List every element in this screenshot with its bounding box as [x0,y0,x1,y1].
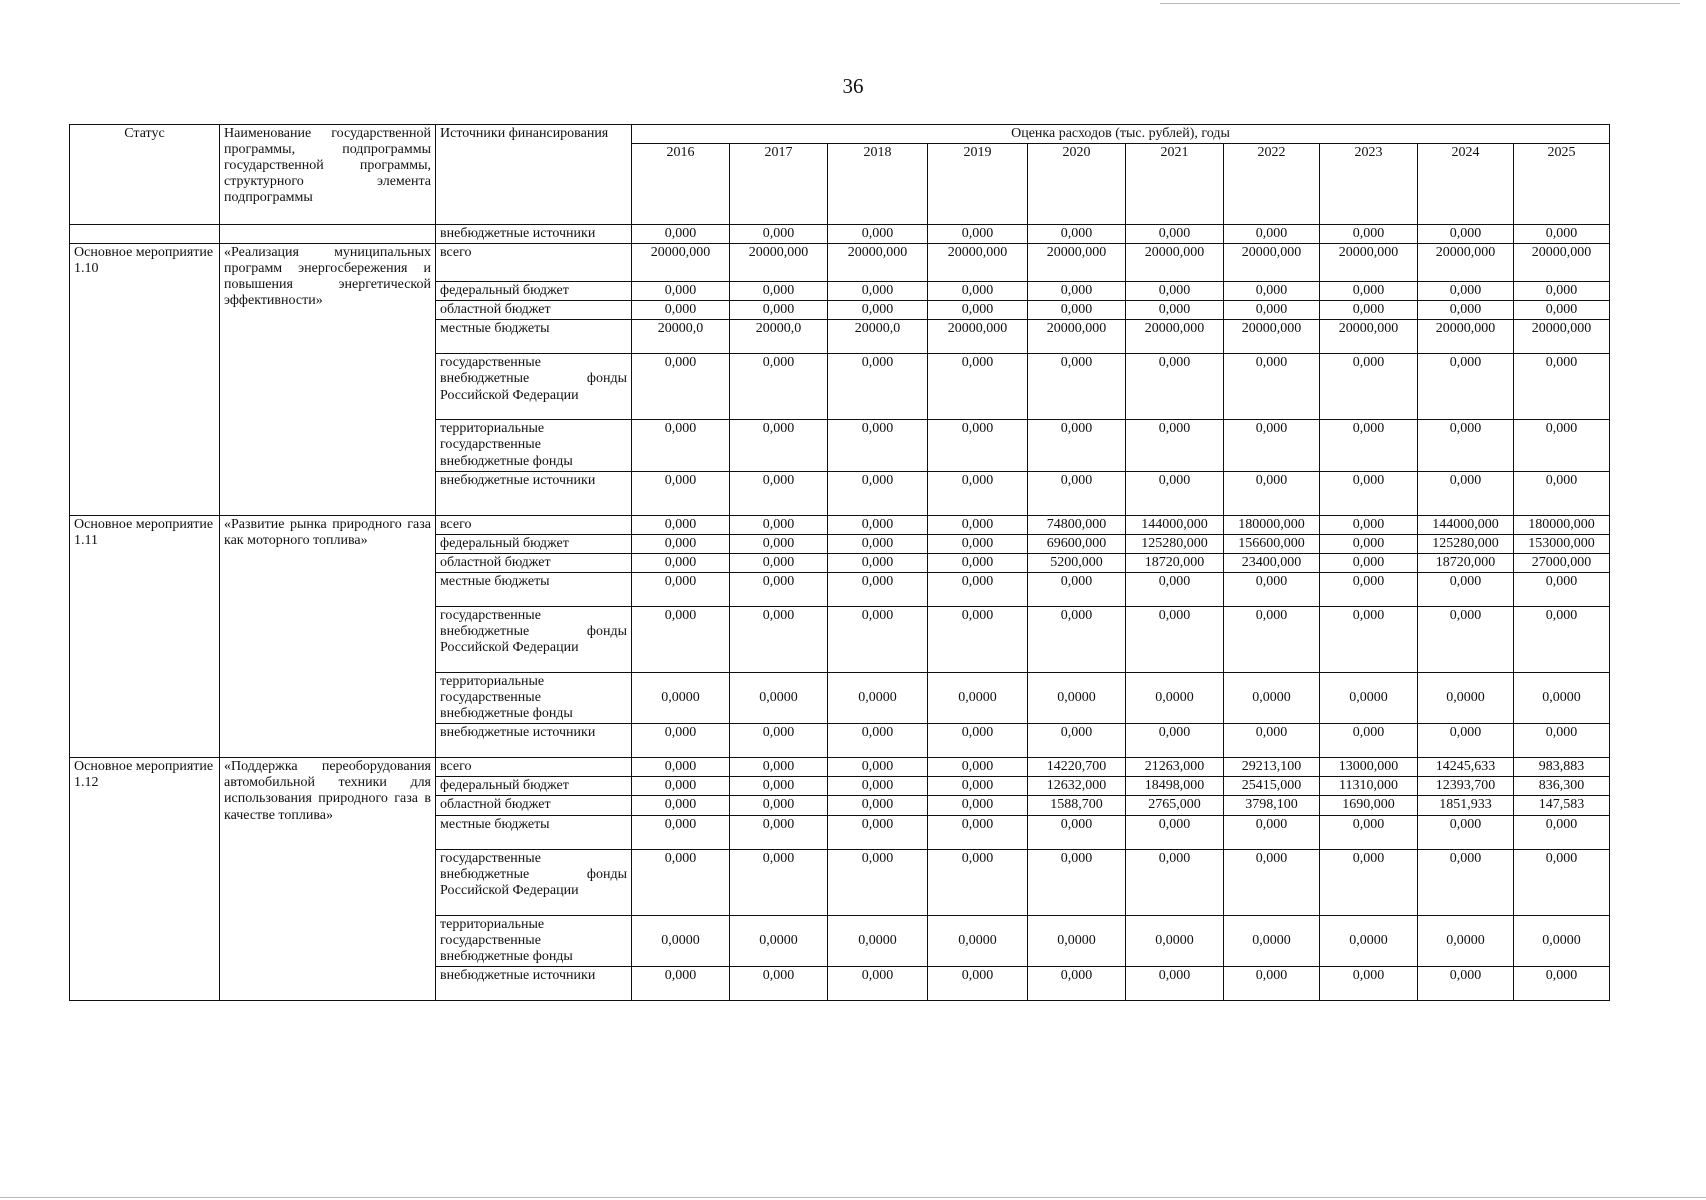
value-cell: 0,000 [1224,471,1320,515]
value-cell: 0,000 [632,724,730,758]
value-cell: 74800,000 [1028,515,1126,534]
value-cell: 0,000 [928,515,1028,534]
funding-source: внебюджетные источники [436,966,632,1000]
value-cell: 0,000 [1126,724,1224,758]
funding-source: внебюджетные источники [436,724,632,758]
value-cell: 180000,000 [1514,515,1610,534]
value-cell: 0,0000 [1224,915,1320,966]
value-cell: 0,000 [632,301,730,320]
value-cell: 20000,000 [1126,320,1224,354]
value-cell: 0,000 [1514,966,1610,1000]
value-cell: 0,000 [730,515,828,534]
funding-source: областной бюджет [436,301,632,320]
value-cell: 0,000 [1224,282,1320,301]
value-cell: 0,000 [1224,606,1320,672]
value-cell: 0,0000 [1514,672,1610,723]
value-cell: 20000,000 [828,244,928,282]
value-cell: 0,000 [928,282,1028,301]
value-cell: 0,000 [1028,724,1126,758]
value-cell: 0,000 [730,534,828,553]
value-cell: 20000,000 [928,320,1028,354]
value-cell: 0,0000 [828,672,928,723]
value-cell: 0,0000 [1320,672,1418,723]
value-cell: 0,000 [1418,225,1514,244]
value-cell: 1690,000 [1320,796,1418,815]
value-cell: 0,000 [632,420,730,471]
value-cell: 0,000 [1224,572,1320,606]
funding-source: государственные внебюджетные фонды Российской Федерации [436,606,632,672]
value-cell: 0,000 [1418,301,1514,320]
value-cell: 0,000 [1418,282,1514,301]
value-cell: 0,000 [1224,724,1320,758]
value-cell: 0,0000 [928,915,1028,966]
value-cell: 0,000 [632,796,730,815]
funding-source: местные бюджеты [436,815,632,849]
value-cell: 125280,000 [1126,534,1224,553]
value-cell: 20000,000 [1224,320,1320,354]
value-cell: 0,000 [1320,301,1418,320]
value-cell: 0,000 [730,282,828,301]
value-cell: 144000,000 [1418,515,1514,534]
value-cell: 0,000 [730,572,828,606]
value-cell: 0,000 [828,301,928,320]
value-cell: 18720,000 [1126,553,1224,572]
value-cell: 0,000 [1224,849,1320,915]
header-year: 2019 [928,144,1028,225]
value-cell: 0,000 [928,758,1028,777]
value-cell: 0,000 [928,572,1028,606]
value-cell: 20000,000 [1028,320,1126,354]
value-cell: 125280,000 [1418,534,1514,553]
funding-source: всего [436,758,632,777]
value-cell: 0,0000 [1320,915,1418,966]
value-cell: 0,000 [928,471,1028,515]
value-cell: 0,000 [730,354,828,420]
value-cell: 0,000 [730,724,828,758]
value-cell: 144000,000 [1126,515,1224,534]
funding-source: территориальные государственные внебюджетные фонды [436,420,632,471]
value-cell: 0,000 [928,225,1028,244]
measure-row [70,758,1610,777]
value-cell: 0,000 [1028,572,1126,606]
value-cell: 0,000 [828,572,928,606]
value-cell: 0,000 [1224,301,1320,320]
value-cell: 0,000 [1320,354,1418,420]
value-cell: 0,000 [1224,225,1320,244]
value-cell: 0,000 [1514,225,1610,244]
value-cell: 0,000 [730,225,828,244]
value-cell: 0,000 [1126,471,1224,515]
value-cell: 25415,000 [1224,777,1320,796]
carry-status-cell [70,225,220,244]
value-cell: 0,000 [1028,420,1126,471]
value-cell: 12393,700 [1418,777,1514,796]
value-cell: 0,000 [1514,724,1610,758]
header-year: 2020 [1028,144,1126,225]
value-cell: 0,000 [632,282,730,301]
funding-source: государственные внебюджетные фонды Российской Федерации [436,849,632,915]
value-cell: 0,000 [928,796,1028,815]
value-cell: 153000,000 [1514,534,1610,553]
value-cell: 0,000 [1224,815,1320,849]
value-cell: 0,000 [828,966,928,1000]
value-cell: 0,000 [1126,572,1224,606]
value-cell: 0,000 [1126,815,1224,849]
value-cell: 0,000 [1028,815,1126,849]
value-cell: 0,000 [1320,724,1418,758]
value-cell: 836,300 [1514,777,1610,796]
funding-source: федеральный бюджет [436,777,632,796]
measure-status: Основное мероприятие 1.12 [70,758,220,1001]
value-cell: 0,0000 [828,915,928,966]
value-cell: 0,000 [1126,606,1224,672]
measure-status: Основное мероприятие 1.11 [70,515,220,758]
header-year: 2022 [1224,144,1320,225]
value-cell: 0,000 [1514,849,1610,915]
value-cell: 0,000 [1514,282,1610,301]
value-cell: 27000,000 [1514,553,1610,572]
header-year: 2023 [1320,144,1418,225]
value-cell: 0,000 [928,966,1028,1000]
value-cell: 20000,0 [730,320,828,354]
value-cell: 0,000 [632,777,730,796]
value-cell: 14220,700 [1028,758,1126,777]
value-cell: 0,000 [828,420,928,471]
value-cell: 0,000 [1126,420,1224,471]
carry-name-cell [220,225,436,244]
measure-status: Основное мероприятие 1.10 [70,244,220,515]
value-cell: 0,000 [632,572,730,606]
header-year: 2025 [1514,144,1610,225]
value-cell: 0,0000 [1418,672,1514,723]
value-cell: 0,0000 [632,915,730,966]
funding-source: федеральный бюджет [436,282,632,301]
value-cell: 20000,000 [1320,320,1418,354]
value-cell: 20000,000 [1418,320,1514,354]
value-cell: 0,0000 [1028,672,1126,723]
funding-source: всего [436,244,632,282]
value-cell: 12632,000 [1028,777,1126,796]
value-cell: 0,000 [1320,553,1418,572]
value-cell: 0,000 [1514,606,1610,672]
value-cell: 20000,0 [632,320,730,354]
value-cell: 20000,000 [1126,244,1224,282]
value-cell: 20000,000 [1224,244,1320,282]
value-cell: 21263,000 [1126,758,1224,777]
value-cell: 0,000 [1320,815,1418,849]
value-cell: 0,000 [1514,572,1610,606]
value-cell: 0,000 [1028,849,1126,915]
value-cell: 18720,000 [1418,553,1514,572]
bottom-scan-edge [0,1197,1706,1198]
value-cell: 0,000 [928,606,1028,672]
value-cell: 0,000 [632,354,730,420]
value-cell: 0,000 [730,815,828,849]
value-cell: 5200,000 [1028,553,1126,572]
value-cell: 0,000 [828,553,928,572]
measure-name: «Поддержка переоборудования автомобильной техники для использования природного газа в качестве топлива» [220,758,436,1001]
carry-over-row [70,225,1610,244]
value-cell: 0,000 [828,777,928,796]
header-status: Статус [70,125,220,225]
value-cell: 0,000 [828,849,928,915]
value-cell: 0,000 [1514,354,1610,420]
value-cell: 20000,000 [1514,320,1610,354]
value-cell: 0,000 [730,471,828,515]
value-cell: 0,000 [828,225,928,244]
value-cell: 0,000 [1320,282,1418,301]
funding-source: территориальные государственные внебюджетные фонды [436,915,632,966]
value-cell: 0,000 [1224,354,1320,420]
value-cell: 0,000 [828,815,928,849]
value-cell: 20000,000 [1418,244,1514,282]
value-cell: 0,000 [928,849,1028,915]
value-cell: 13000,000 [1320,758,1418,777]
measure-row [70,244,1610,282]
value-cell: 20000,000 [1514,244,1610,282]
value-cell: 0,000 [1028,301,1126,320]
value-cell: 147,583 [1514,796,1610,815]
value-cell: 0,000 [1418,420,1514,471]
value-cell: 0,000 [632,966,730,1000]
value-cell: 0,000 [1028,471,1126,515]
value-cell: 0,000 [730,796,828,815]
value-cell: 0,000 [730,758,828,777]
value-cell: 14245,633 [1418,758,1514,777]
value-cell: 0,000 [928,354,1028,420]
header-year: 2024 [1418,144,1514,225]
value-cell: 0,000 [1320,471,1418,515]
value-cell: 0,000 [1514,420,1610,471]
value-cell: 0,000 [632,534,730,553]
value-cell: 0,000 [1418,815,1514,849]
funding-source: федеральный бюджет [436,534,632,553]
value-cell: 0,000 [730,849,828,915]
header-year: 2018 [828,144,928,225]
value-cell: 0,000 [1418,471,1514,515]
value-cell: 0,0000 [1514,915,1610,966]
value-cell: 0,000 [828,606,928,672]
value-cell: 0,000 [928,534,1028,553]
value-cell: 0,0000 [1224,672,1320,723]
value-cell: 18498,000 [1126,777,1224,796]
value-cell: 23400,000 [1224,553,1320,572]
value-cell: 0,000 [1320,849,1418,915]
value-cell: 2765,000 [1126,796,1224,815]
value-cell: 0,000 [1126,225,1224,244]
value-cell: 0,000 [1320,225,1418,244]
value-cell: 0,000 [1126,282,1224,301]
value-cell: 0,000 [828,354,928,420]
value-cell: 0,000 [1028,966,1126,1000]
header-sources: Источники финансирования [436,125,632,225]
value-cell: 0,0000 [730,672,828,723]
value-cell: 0,000 [632,471,730,515]
value-cell: 0,0000 [928,672,1028,723]
funding-source: территориальные государственные внебюджетные фонды [436,672,632,723]
value-cell: 0,000 [632,606,730,672]
value-cell: 0,000 [1028,354,1126,420]
carry-source-cell: внебюджетные источники [436,225,632,244]
value-cell: 0,000 [730,301,828,320]
value-cell: 3798,100 [1224,796,1320,815]
value-cell: 20000,000 [928,244,1028,282]
value-cell: 0,000 [1224,420,1320,471]
value-cell: 0,000 [632,515,730,534]
value-cell: 0,000 [1028,225,1126,244]
value-cell: 0,0000 [632,672,730,723]
value-cell: 0,000 [632,815,730,849]
value-cell: 0,000 [828,534,928,553]
value-cell: 0,000 [1028,282,1126,301]
value-cell: 0,000 [1320,515,1418,534]
value-cell: 11310,000 [1320,777,1418,796]
value-cell: 983,883 [1514,758,1610,777]
value-cell: 0,000 [1514,301,1610,320]
value-cell: 0,000 [1126,354,1224,420]
value-cell: 0,000 [1418,966,1514,1000]
measure-row [70,515,1610,534]
value-cell: 0,000 [1126,849,1224,915]
value-cell: 0,000 [928,777,1028,796]
value-cell: 0,000 [730,606,828,672]
value-cell: 0,000 [928,815,1028,849]
header-name: Наименование государственной программы, подпрограммы государственной программы, структурного элемента подпрограммы [220,125,436,225]
value-cell: 0,000 [632,758,730,777]
value-cell: 0,000 [730,966,828,1000]
value-cell: 0,000 [1418,849,1514,915]
value-cell: 156600,000 [1224,534,1320,553]
measure-name: «Реализация муниципальных программ энергосбережения и повышения энергетической эффективности» [220,244,436,515]
value-cell: 29213,100 [1224,758,1320,777]
funding-source: внебюджетные источники [436,471,632,515]
value-cell: 20000,0 [828,320,928,354]
value-cell: 0,0000 [1418,915,1514,966]
header-estimate: Оценка расходов (тыс. рублей), годы [632,125,1610,144]
value-cell: 0,000 [632,225,730,244]
value-cell: 0,000 [1320,606,1418,672]
value-cell: 0,000 [632,849,730,915]
value-cell: 0,000 [1418,572,1514,606]
value-cell: 0,000 [828,724,928,758]
value-cell: 69600,000 [1028,534,1126,553]
value-cell: 20000,000 [632,244,730,282]
value-cell: 0,000 [828,796,928,815]
value-cell: 0,000 [1320,966,1418,1000]
value-cell: 0,000 [928,724,1028,758]
value-cell: 0,0000 [1126,672,1224,723]
measure-name: «Развитие рынка природного газа как моторного топлива» [220,515,436,758]
value-cell: 180000,000 [1224,515,1320,534]
value-cell: 0,000 [828,282,928,301]
top-scan-edge [1160,3,1680,4]
value-cell: 0,000 [730,553,828,572]
value-cell: 0,000 [928,553,1028,572]
funding-source: областной бюджет [436,796,632,815]
value-cell: 0,000 [1418,354,1514,420]
value-cell: 20000,000 [1028,244,1126,282]
funding-source: всего [436,515,632,534]
value-cell: 1851,933 [1418,796,1514,815]
value-cell: 0,0000 [1028,915,1126,966]
funding-source: местные бюджеты [436,320,632,354]
value-cell: 0,000 [632,553,730,572]
value-cell: 0,000 [1320,420,1418,471]
header-row-1 [70,125,1610,144]
value-cell: 0,000 [1320,534,1418,553]
value-cell: 0,000 [828,758,928,777]
value-cell: 20000,000 [730,244,828,282]
value-cell: 0,000 [1028,606,1126,672]
value-cell: 0,000 [1126,301,1224,320]
budget-table [69,124,1610,1001]
value-cell: 0,000 [730,777,828,796]
value-cell: 0,000 [1320,572,1418,606]
value-cell: 0,000 [1514,471,1610,515]
value-cell: 0,0000 [730,915,828,966]
header-year: 2016 [632,144,730,225]
header-year: 2021 [1126,144,1224,225]
value-cell: 20000,000 [1320,244,1418,282]
value-cell: 0,0000 [1126,915,1224,966]
header-year: 2017 [730,144,828,225]
page-number: 36 [842,74,864,98]
value-cell: 1588,700 [1028,796,1126,815]
value-cell: 0,000 [1418,724,1514,758]
value-cell: 0,000 [828,471,928,515]
value-cell: 0,000 [1224,966,1320,1000]
funding-source: местные бюджеты [436,572,632,606]
value-cell: 0,000 [1514,815,1610,849]
value-cell: 0,000 [1418,606,1514,672]
value-cell: 0,000 [1126,966,1224,1000]
value-cell: 0,000 [928,301,1028,320]
value-cell: 0,000 [928,420,1028,471]
value-cell: 0,000 [730,420,828,471]
funding-source: государственные внебюджетные фонды Российской Федерации [436,354,632,420]
value-cell: 0,000 [828,515,928,534]
funding-source: областной бюджет [436,553,632,572]
